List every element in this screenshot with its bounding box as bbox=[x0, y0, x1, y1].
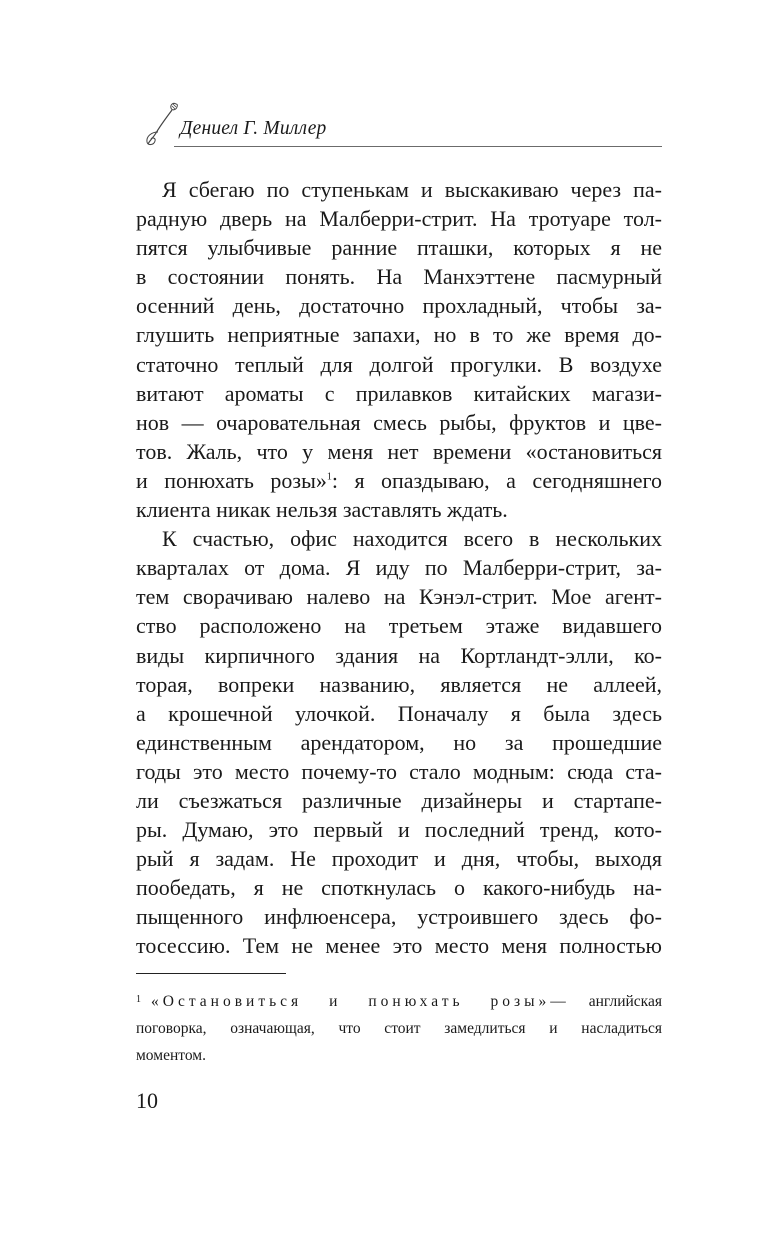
text-line bbox=[136, 466, 662, 495]
text-line: ры. Думаю, это первый и последний тренд, кото- bbox=[136, 817, 662, 843]
text-line: витают ароматы с прилавков китайских магази- bbox=[136, 380, 662, 406]
text-line: годы это место почему-то стало модным: сюда ста- bbox=[136, 758, 662, 784]
quill-pen-icon bbox=[136, 100, 184, 150]
text-line: ство расположено на третьем этаже видавшего bbox=[136, 613, 662, 639]
paragraph-2 bbox=[136, 524, 662, 960]
footnote-mark: 1 bbox=[136, 994, 141, 1005]
text-line: статочно теплый для долгой прогулки. В воздухе bbox=[136, 351, 662, 377]
header-rule bbox=[174, 146, 662, 147]
footnote bbox=[136, 986, 662, 1069]
text-line: виды кирпичного здания на Кортландт-элли, ко- bbox=[136, 642, 662, 668]
text-line: тем сворачиваю налево на Кэнэл-стрит. Мое агент- bbox=[136, 584, 662, 610]
text-line: тосессию. Тем не менее это место меня полностью bbox=[136, 933, 662, 959]
footnote-line: моментом. bbox=[136, 1047, 206, 1064]
text-line: рый я задам. Не проходит и дня, чтобы, выходя bbox=[136, 846, 662, 872]
text-line: пятся улыбчивые ранние пташки, которых я не bbox=[136, 235, 662, 261]
author-name: Дениел Г. Миллер bbox=[180, 118, 327, 139]
page-body bbox=[136, 175, 662, 961]
text-line: тов. Жаль, что у меня нет времени «остановиться bbox=[136, 438, 662, 464]
text-line: торая, вопреки названию, является не аллеей, bbox=[136, 671, 662, 697]
text-line: единственным арендатором, но за прошедшие bbox=[136, 729, 662, 755]
text-line: радную дверь на Малберри-стрит. На тротуаре тол- bbox=[136, 206, 662, 232]
text-line: К счастью, офис находится всего в нескольких bbox=[162, 526, 662, 552]
text-line: глушить неприятные запахи, но в то же время до- bbox=[136, 322, 662, 348]
text-line: а крошечной улочкой. Поначалу я была здесь bbox=[136, 700, 662, 726]
running-header bbox=[136, 100, 662, 150]
text-line: Я сбегаю по ступенькам и выскакиваю через па- bbox=[162, 177, 662, 202]
footnote-rule bbox=[136, 973, 286, 974]
paragraph-1 bbox=[136, 175, 662, 524]
text-line: нов — очаровательная смесь рыбы, фруктов и цве- bbox=[136, 409, 662, 435]
footnote-reference[interactable]: 1 bbox=[326, 471, 332, 483]
text-line: в состоянии понять. На Манхэттене пасмурный bbox=[136, 264, 662, 290]
footnote-line bbox=[136, 986, 662, 1015]
text-line: клиента никак нельзя заставлять ждать. bbox=[136, 497, 508, 523]
text-line: осенний день, достаточно прохладный, чтобы за- bbox=[136, 293, 662, 319]
footnote-line: поговорка, означающая, что стоит замедлиться и насладиться bbox=[136, 1020, 662, 1037]
text-line: пыщенного инфлюенсера, устроившего здесь фо- bbox=[136, 904, 662, 930]
footnote-text: — английская bbox=[550, 993, 662, 1010]
footnote-phrase: «Остановиться и понюхать розы» bbox=[151, 993, 551, 1010]
page-number: 10 bbox=[136, 1088, 158, 1113]
text-fragment: : я опаздываю, а сегодняшнего bbox=[331, 467, 663, 493]
text-line: пообедать, я не споткнулась о какого-нибудь на- bbox=[136, 875, 662, 901]
text-fragment: и понюхать розы» bbox=[136, 467, 327, 493]
text-line: ли съезжаться различные дизайнеры и стартапе- bbox=[136, 787, 662, 813]
text-line: кварталах от дома. Я иду по Малберри-стрит, за- bbox=[136, 555, 662, 581]
